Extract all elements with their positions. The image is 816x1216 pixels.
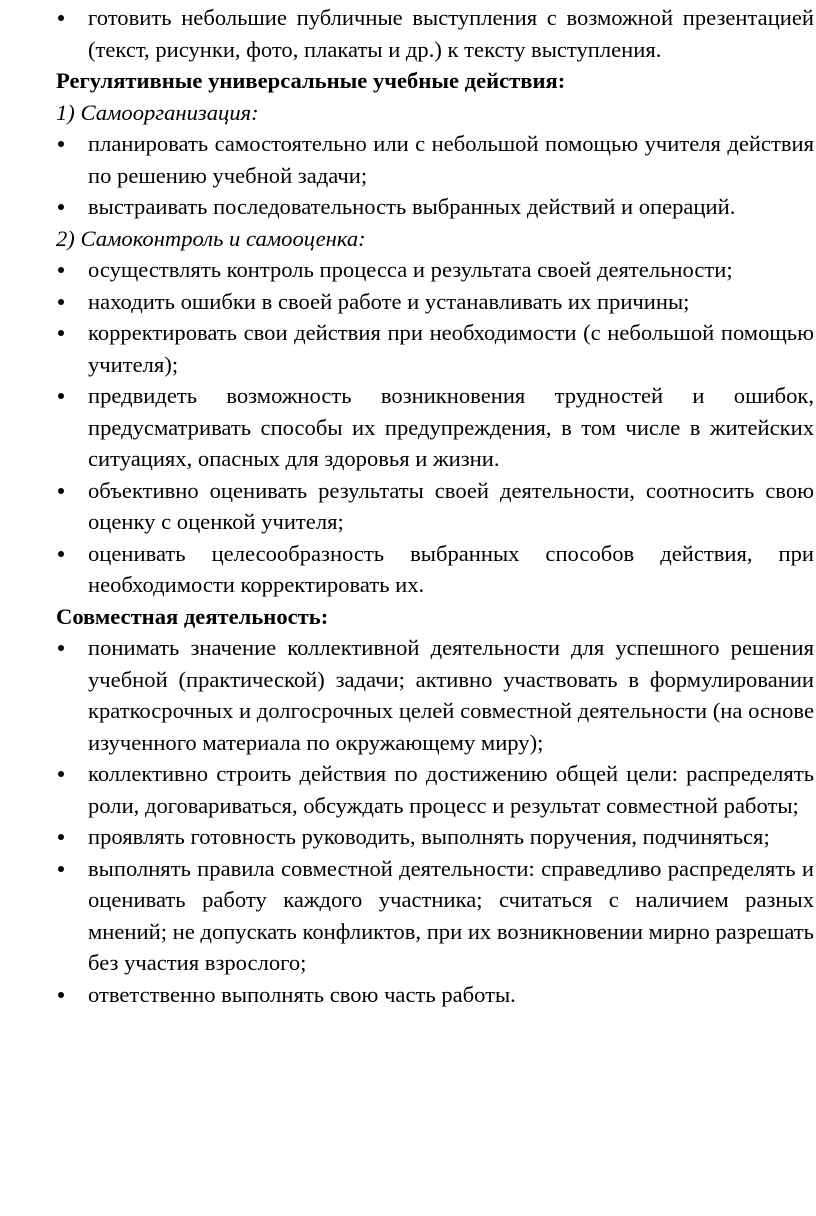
list-item-text: находить ошибки в своей работе и устанавливать их причины; xyxy=(88,288,690,314)
list-item-text: объективно оценивать результаты своей деятельности, соотносить свою оценку с оценкой учителя; xyxy=(88,477,814,534)
list-item xyxy=(56,286,814,318)
list-item-text: готовить небольшие публичные выступления с возможной презентацией (текст, рисунки, фото, плакаты и др.) к тексту выступления. xyxy=(88,5,814,62)
list-item xyxy=(56,475,814,538)
list-item xyxy=(56,758,814,821)
bullet-icon xyxy=(58,141,64,147)
list-item xyxy=(56,2,814,65)
list-item-text: корректировать свои действия при необходимости (с небольшой помощью учителя); xyxy=(88,320,814,377)
list-item xyxy=(56,979,814,1011)
list-item-text: ответственно выполнять свою часть работы. xyxy=(88,981,516,1007)
list-item-text: предвидеть возможность возникновения трудностей и ошибок, предусматривать способы их предупреждения, в том числе в житейских ситуациях, опасных для здоровья и жизни. xyxy=(88,383,814,471)
bullet-icon xyxy=(58,551,64,557)
bullet-icon xyxy=(58,771,64,777)
list-item xyxy=(56,128,814,191)
bullet-icon xyxy=(58,992,64,998)
list-item xyxy=(56,853,814,979)
section-heading-joint-activity: Совместная деятельность: xyxy=(56,603,329,629)
list-item xyxy=(56,821,814,853)
list-item-text: выстраивать последовательность выбранных действий и операций. xyxy=(88,194,736,219)
list-item xyxy=(56,191,814,223)
subsection-title-self-organization: 1) Самоорганизация: xyxy=(56,99,259,125)
subsection-title-self-control: 2) Самоконтроль и самооценка: xyxy=(56,225,366,251)
list-item-text: планировать самостоятельно или с небольшой помощью учителя действия по решению учебной задачи; xyxy=(88,131,814,188)
bullet-icon xyxy=(58,330,64,336)
list-item xyxy=(56,380,814,475)
list-item xyxy=(56,254,814,286)
bullet-icon xyxy=(58,393,64,399)
list-item-text: понимать значение коллективной деятельности для успешного решения учебной (практической) задачи; активно участвовать в формулировании краткосрочных и долгосрочных целей совместной деятельности (на основе изученного материала по окружающему миру); xyxy=(88,635,814,755)
bullet-icon xyxy=(58,834,64,840)
list-item-text: осуществлять контроль процесса и результата своей деятельности; xyxy=(88,257,733,282)
bullet-icon xyxy=(58,488,64,494)
section-heading-regulative: Регулятивные универсальные учебные действия: xyxy=(56,68,566,93)
list-item-text: коллективно строить действия по достижению общей цели: распределять роли, договариваться, обсуждать процесс и результат совместной работы; xyxy=(88,761,814,818)
bullet-icon xyxy=(58,645,64,651)
bullet-icon xyxy=(58,15,64,21)
list-item-text: проявлять готовность руководить, выполнять поручения, подчиняться; xyxy=(88,824,770,849)
bullet-icon xyxy=(58,267,64,273)
list-item xyxy=(56,632,814,758)
bullet-icon xyxy=(58,866,64,872)
list-item-text: оценивать целесообразность выбранных способов действия, при необходимости корректировать их. xyxy=(88,540,814,597)
list-item xyxy=(56,317,814,380)
list-item xyxy=(56,538,814,601)
bullet-icon xyxy=(58,299,64,305)
bullet-icon xyxy=(58,204,64,210)
list-item-text: выполнять правила совместной деятельности: справедливо распределять и оценивать работу каждого участника; считаться с наличием разных мнений; не допускать конфликтов, при их возникновении мирно разрешать без участия взрослого; xyxy=(88,855,814,975)
